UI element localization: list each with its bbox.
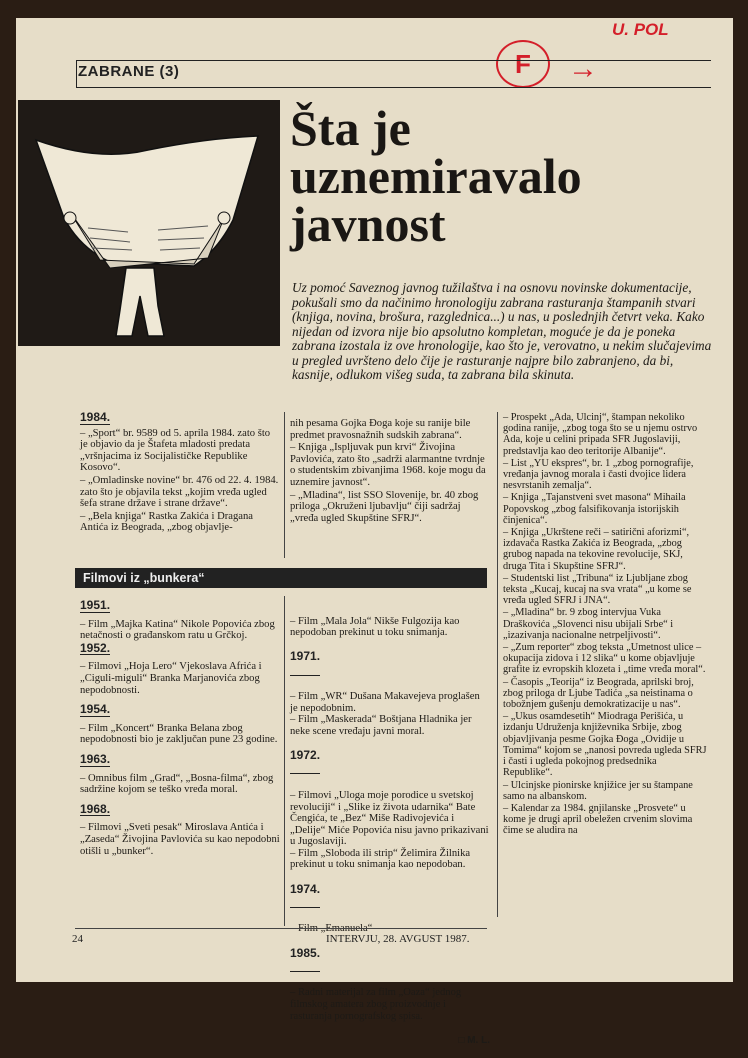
list-item: – Film „Majka Katina“ Nikole Popovića zbog netačnosti o građanskom ratu u Grčkoj. xyxy=(80,618,275,642)
list-item: – Filmovi „Uloga moje porodice u svetskoj revoluciji“ i „Slike iz života udarnika“ Bate Čengića, te „Bez“ Miše Radivojevića i „Delije“ Miće Popovića nisu javno prikazivani u Jugoslaviji. – Film „Sloboda ili strip“ Želimira Žilnika prekinut u toku snimanja kao nepodoban. xyxy=(290,789,489,871)
year-heading: 1963. xyxy=(80,751,111,766)
page-number: 24 xyxy=(72,933,83,945)
year-heading: 1985. xyxy=(290,945,321,960)
column-divider xyxy=(284,596,285,926)
circled-letter-annotation: F xyxy=(496,40,550,88)
list-item: – Knjiga „Ispljuvak pun krvi“ Živojina Pavlovića, zato što „sadrži alarmantne tvrdnje o studentskim zbivanjima 1968. koje mogu da uznemire javnost“. xyxy=(290,442,486,488)
list-item: – „Zum reporter“ zbog teksta „Umetnost ulice – okupacija zidova i 12 slika“ u kome objavljuje grafite iz evropskih klozeta i „time vređa moral“. xyxy=(503,642,706,676)
list-item: – Radni materijal za film „Oaza“ jednog filmskog amatera zbog proizvodnje i rasturanja pornografskog spisa. xyxy=(290,987,462,1022)
list-item: – „Bela knjiga“ Rastka Zakića i Dragana Antića iz Beograda, „zbog objavlje- xyxy=(80,510,253,534)
list-item: – Omnibus film „Grad“, „Bosna-filma“, zbog sadržine kojom se teško vređa moral. xyxy=(80,772,274,796)
year-heading: 1971. xyxy=(290,649,321,664)
headline xyxy=(290,100,610,252)
year-heading: 1951. xyxy=(80,598,111,612)
list-item: – Film „Mala Jola“ Nikše Fulgozija kao nepodoban prekinut u toku snimanja. xyxy=(290,615,460,639)
column-2 xyxy=(290,418,490,525)
handwritten-note: U. POL xyxy=(612,20,669,39)
column-1 xyxy=(80,412,280,535)
list-item: – Knjiga „Tajanstveni svet masona“ Mihaila Popovskog „zbog falsifikovanja istorijskih činjenica“. xyxy=(503,492,686,526)
year-heading: 1972. xyxy=(290,748,321,763)
year-heading: 1984. xyxy=(80,410,111,424)
headline-line-1: Šta je xyxy=(290,100,411,156)
year-heading: 1954. xyxy=(80,702,111,717)
list-item: – Film „WR“ Dušana Makavejeva proglašen je nepodobnim. – Film „Maskerada“ Boštjana Hladnika jer neke scene vređaju javni moral. xyxy=(290,691,480,737)
list-item: – „Sport“ br. 9589 od 5. aprila 1984. zato što je objavio da je Štafeta mladosti predata „vršnjacima iz Socijalističke Republike Kosovo“. xyxy=(80,427,271,474)
column-divider xyxy=(497,412,498,917)
year-underline xyxy=(290,907,320,908)
year-underline xyxy=(290,773,320,774)
publication-footer: INTERVJU, 28. AVGUST 1987. xyxy=(326,933,470,945)
section-label: ZABRANE (3) xyxy=(78,63,180,80)
list-item: – „Mladina“, list SSO Slovenije, br. 40 zbog priloga „Okruženi ljubavlju“ čiji sadržaj „vređa ugled Skupštine SFRJ“. xyxy=(290,489,479,524)
list-item: – Filmovi „Sveti pesak“ Miroslava Antića i „Zaseda“ Živojina Pavlovića su kao nepodobni otišli u „bunker“. xyxy=(80,822,280,857)
films-section-heading: Filmovi iz „bunkera“ xyxy=(75,568,487,588)
films-box-bottom-rule xyxy=(75,928,487,929)
list-item: – Film „Koncert“ Branka Belana zbog nepodobnosti bio je zaključan pune 23 godine. xyxy=(80,722,278,746)
author-signature: □ M. L. xyxy=(458,1034,490,1046)
year-underline xyxy=(290,971,320,972)
headline-line-3: javnost xyxy=(290,196,446,252)
list-item: – „Omladinske novine“ br. 476 od 22. 4. 1984. zato što je objavila tekst „kojim vređa ugled šefa strane države i strane države“. xyxy=(80,474,279,510)
list-item: – List „YU ekspres“, br. 1 „zbog pornografije, vređanja javnog morala i časti dvojice lidera nesvrstanih zemalja“. xyxy=(503,457,694,492)
year-underline xyxy=(290,675,320,676)
films-column-right xyxy=(290,604,490,1058)
column-3 xyxy=(503,412,708,838)
list-item: – Studentski list „Tribuna“ iz Ljubljane zbog teksta „Kucaj, kucaj na sva vrata“ „u kome se vređa ugled SFRJ i JNA“. xyxy=(503,572,692,607)
list-item: nih pesama Gojka Đoga koje su ranije bile predmet pravosnažnih sudskih zabrana“. xyxy=(290,418,471,441)
column-divider xyxy=(284,412,285,558)
year-heading: 1974. xyxy=(290,881,321,896)
list-item: – Filmovi „Hoja Lero“ Vjekoslava Afrića i „Ciguli-miguli“ Branka Marjanovića zbog nepodobnosti. xyxy=(80,661,262,696)
arrow-annotation: → xyxy=(568,52,598,85)
year-heading: 1968. xyxy=(80,801,111,816)
list-item: – Ulcinjske pionirske knjižice jer su štampane samo na albanskom. xyxy=(503,779,693,802)
illustration-man-reading-newspaper xyxy=(18,100,280,346)
list-item: – „Mladina“ br. 9 zbog intervjua Vuka Draškovića „Slovenci nisu ubijali Srbe“ i „izazivanja nacionalne netrpeljivosti“. xyxy=(503,607,674,641)
list-item: – Knjiga „Ukrštene reči – satirični aforizmi“, izdavača Rastka Zakića iz Beograda, „zbog grubog napada na tekovine revolucije, SKJ, druga Tita i Skupštine SFRJ“. xyxy=(503,527,690,572)
headline-line-2: uznemiravalo xyxy=(290,148,582,204)
list-item: – Prospekt „Ada, Ulcinj“, štampan nekoliko godina ranije, „zbog toga što se u njemu ostrvo Ada, koje u celini pripada SFR Jugoslaviji, predstavlja kao deo teritorije Albanije“. xyxy=(503,412,698,457)
list-item: – „Ukus osamdesetih“ Miodraga Perišića, u izdanju Udruženja književnika Srbije, zbog objavljivanja pesme Gojka Đoga „Ovidije u Tomima“ kojom se „nanosi povreda ugleda SFRJ i časti i ugleda pokojnog predsednika Republike“. xyxy=(503,711,707,779)
films-column-left xyxy=(80,600,280,858)
lead-paragraph: Uz pomoć Saveznog javnog tužilaštva i na osnovu novinske dokumentacije, pokušali smo da načinimo hronologiju zabrana rasturanja štampanih stvari (knjiga, novina, brošura, razglednica...) u nas, u poslednjih četvrt veka. Kako nijedan od izvora nije bio apsolutno kompletan, moguće je da je poneka zabrana izostala iz ove hronologije, kao što je, verovatno, u nekim slučajevima u pregled uvršteno delo čije je rasturanje najpre bilo zabranjeno, da bi, kasnije, odlukom višeg suda, ta zabrana bila skinuta. xyxy=(292,280,712,382)
list-item: – Časopis „Teorija“ iz Beograda, aprilski broj, zbog priloga dr Ljube Tadića „sa neistinama o tobožnjem gušenju demokratizacije u nas“. xyxy=(503,676,694,711)
list-item: – Kalendar za 1984. gnjilanske „Prosvete“ u kome je drugi april obeležen crvenim slovima čime se aludira na xyxy=(503,802,693,837)
year-heading: 1952. xyxy=(80,640,111,655)
